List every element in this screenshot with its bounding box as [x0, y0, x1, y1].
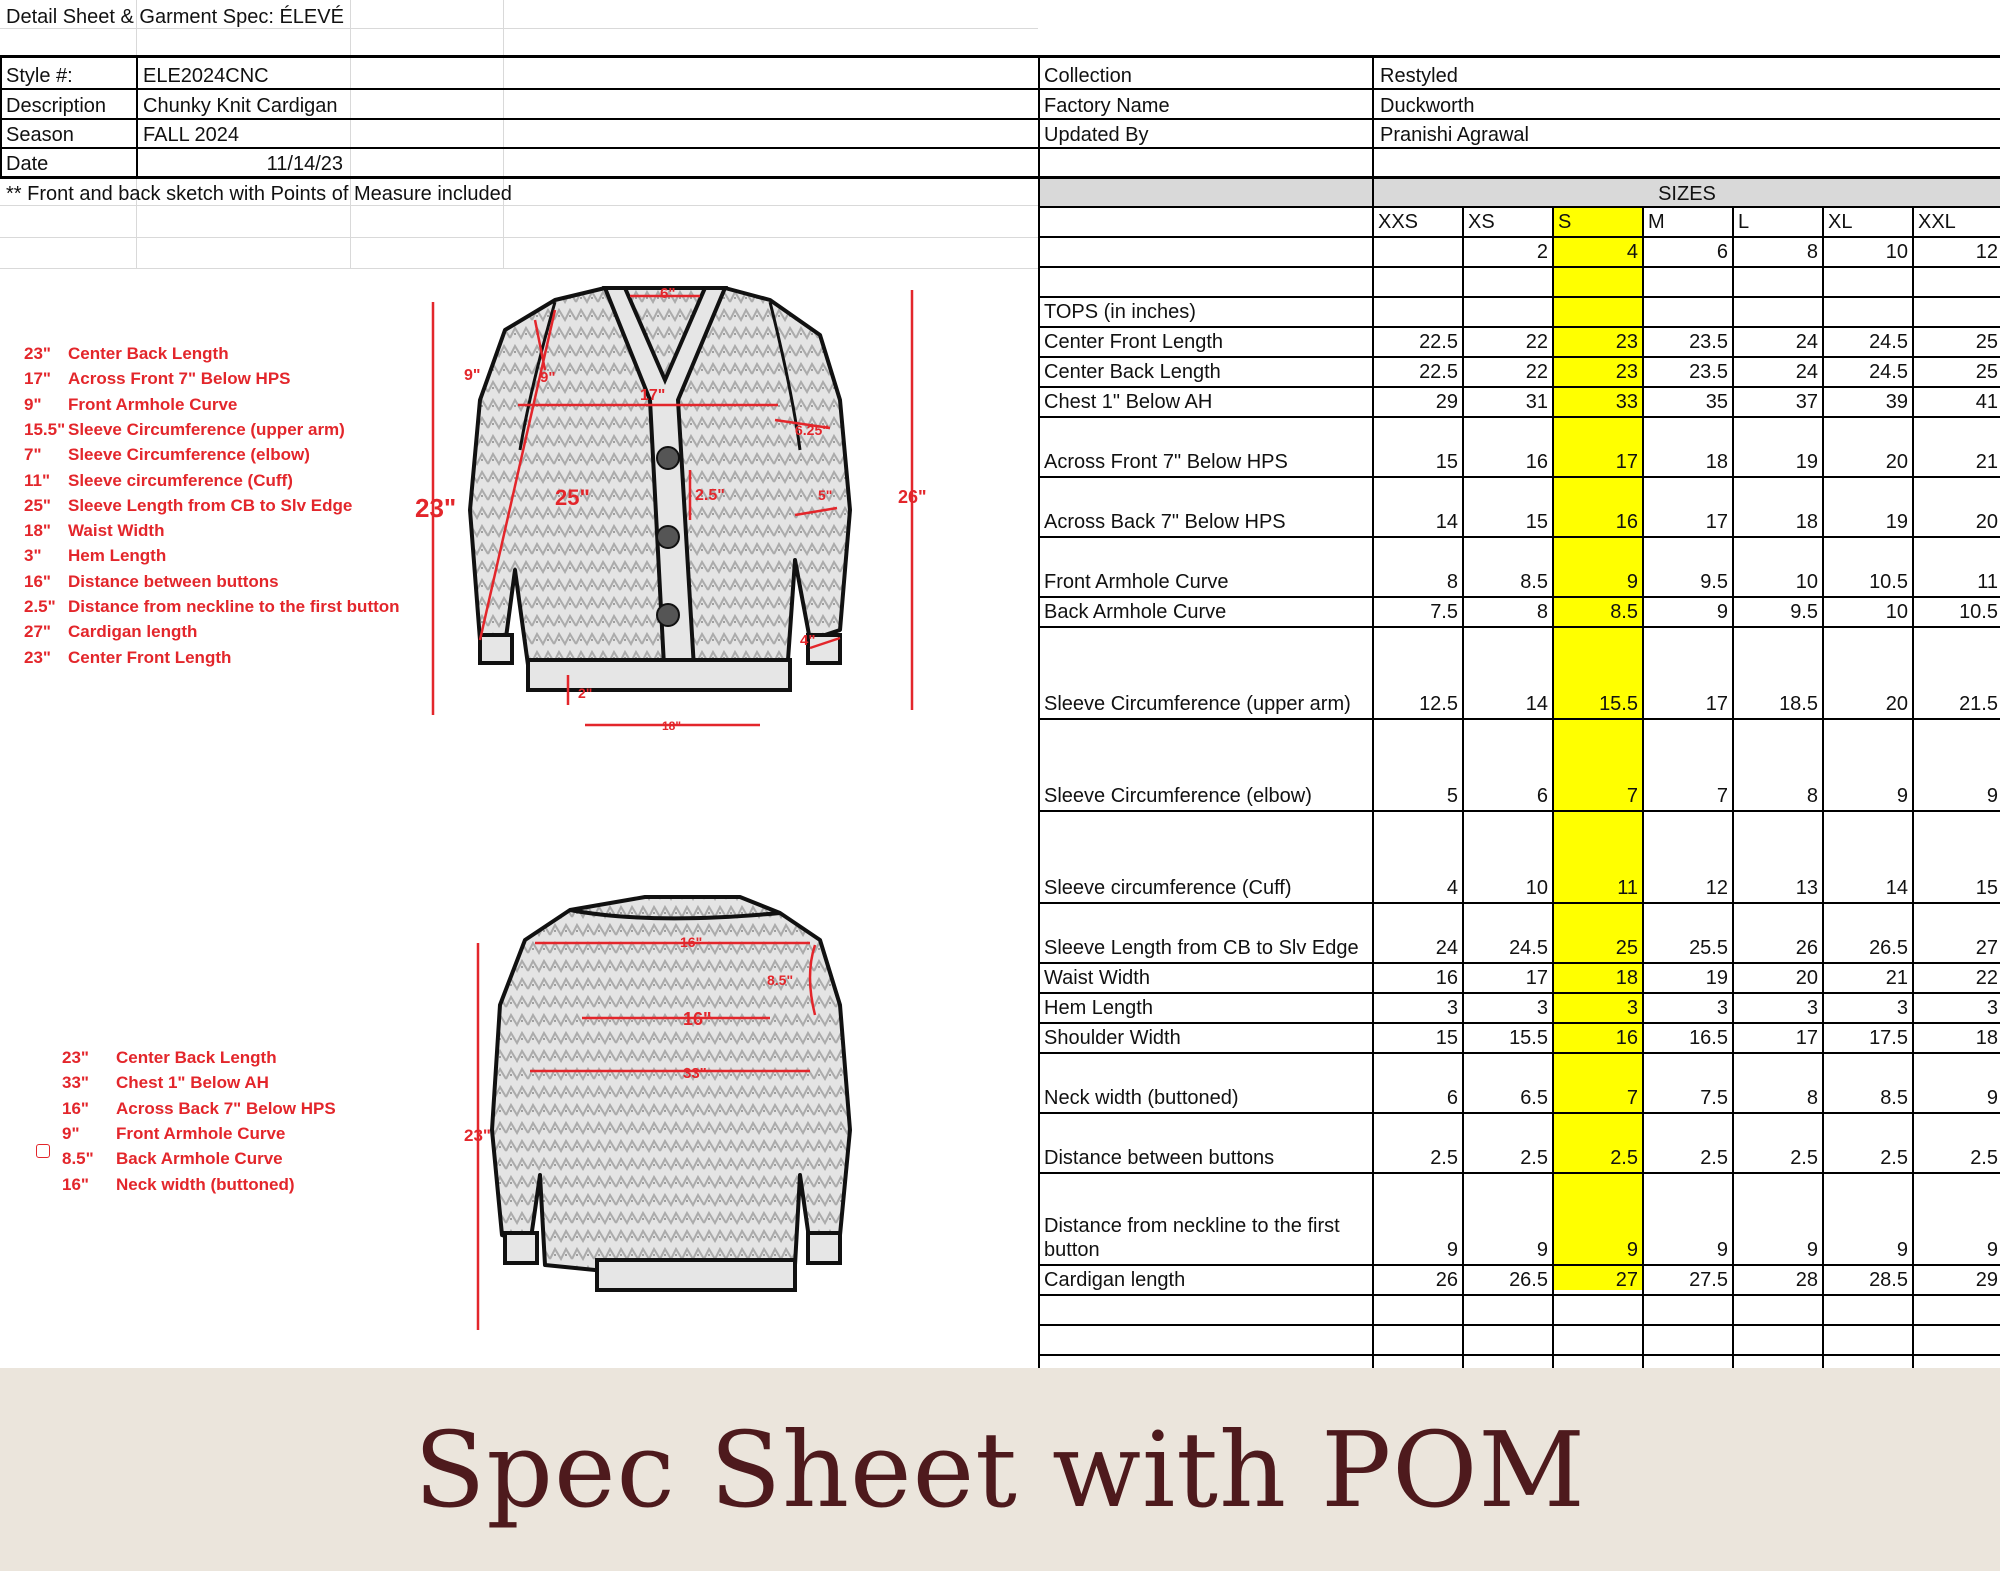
measurement-row-label: Across Back 7" Below HPS [1044, 511, 1286, 533]
measurement-row-value: 8.5 [1610, 601, 1638, 623]
measurement-row-value: 18 [1705, 451, 1728, 473]
measurement-row-value: 22 [1525, 331, 1548, 353]
measurement-row-value: 15.5 [1509, 1027, 1548, 1049]
grid-line [503, 0, 504, 268]
measurement-row-value: 18 [1975, 1027, 1998, 1049]
measurement-row-value: 12 [1705, 877, 1728, 899]
measurement-row-label: Shoulder Width [1044, 1027, 1181, 1049]
measurement-row-value: 7.5 [1700, 1087, 1728, 1109]
measurement-row-value: 9 [1986, 1087, 1998, 1109]
measurement-row-value: 15 [1435, 451, 1458, 473]
measurement-row [1038, 478, 2000, 538]
blank-row [1038, 1296, 2000, 1326]
info-label-description: Description [6, 95, 107, 117]
front-label-total-right: 26" [898, 487, 927, 507]
measurement-row-value: 17 [1795, 1027, 1818, 1049]
measurement-row-value: 10.5 [1869, 571, 1908, 593]
info-value-updated: Pranishi Agrawal [1380, 124, 1529, 146]
measurement-row-value: 3 [1446, 997, 1458, 1019]
banner [0, 1368, 2000, 1571]
front-pom-item [24, 521, 164, 541]
measurement-row-value: 9 [1446, 1239, 1458, 1261]
table-label-border [1372, 58, 1374, 1368]
banner-title: Spec Sheet with POM [414, 1408, 1586, 1531]
measurement-row-value: 3 [1716, 997, 1728, 1019]
front-pom-item [24, 395, 237, 415]
sizes-header: SIZES [1658, 183, 1716, 205]
spec-table [1038, 0, 2000, 1368]
front-pom-text: Front Armhole Curve [68, 394, 238, 414]
measurement-row-value: 16.5 [1689, 1027, 1728, 1049]
info-value-factory: Duckworth [1380, 95, 1475, 117]
measurement-row [1038, 812, 2000, 904]
grid-line [0, 268, 1038, 269]
measurement-row-value: 17 [1525, 967, 1548, 989]
front-pom-measure: 7" [24, 445, 42, 465]
back-pom-measure: 33" [62, 1073, 89, 1093]
measurement-row-value: 2.5 [1880, 1147, 1908, 1169]
info-value-style: ELE2024CNC [143, 65, 269, 87]
measurement-row-value: 9 [1716, 601, 1728, 623]
measurement-row-value: 8 [1446, 571, 1458, 593]
measurement-row-label: Chest 1" Below AH [1044, 391, 1213, 413]
measurement-row-value: 3 [1536, 997, 1548, 1019]
measurement-row-value: 24 [1435, 937, 1458, 959]
measurement-row-value: 17 [1705, 511, 1728, 533]
size-label: XL [1828, 211, 1853, 233]
blank-row [1038, 1356, 2000, 1368]
measurement-row-value: 39 [1885, 391, 1908, 413]
measurement-row-value: 7 [1626, 785, 1638, 807]
measurement-row-value: 41 [1975, 391, 1998, 413]
front-pom-item [24, 445, 310, 465]
back-pom-measure: 9" [62, 1123, 80, 1143]
front-label-cuff: 4" [800, 632, 816, 649]
back-label-armhole: 8.5" [767, 972, 794, 988]
front-pom-measure: 3" [24, 546, 42, 566]
front-pom-item [24, 546, 166, 566]
info-label-style: Style #: [6, 65, 73, 87]
measurement-row-label: Sleeve Length from CB to Slv Edge [1044, 937, 1359, 959]
measurement-row-value: 19 [1795, 451, 1818, 473]
front-cardigan-drawing [470, 288, 850, 690]
size-number-row-value: 2 [1536, 241, 1548, 263]
size-label: M [1648, 211, 1665, 233]
measurement-row-value: 9 [1716, 1239, 1728, 1261]
measurement-row-value: 8 [1806, 1087, 1818, 1109]
grid-line [350, 0, 351, 268]
measurement-row-value: 22 [1525, 361, 1548, 383]
front-pom-measure: 23" [24, 647, 51, 667]
back-sketch [440, 885, 920, 1345]
measurement-row-value: 25 [1615, 937, 1638, 959]
measurement-row-value: 9.5 [1700, 571, 1728, 593]
back-pom-measure: 8.5" [62, 1149, 94, 1169]
grid-line [0, 237, 1038, 238]
measurement-row [1038, 418, 2000, 478]
measurement-row-value: 10.5 [1959, 601, 1998, 623]
front-pom-item [24, 496, 352, 516]
measurement-row [1038, 1266, 2000, 1296]
measurement-row-value: 37 [1795, 391, 1818, 413]
size-number-row-value: 12 [1975, 241, 1998, 263]
measurement-row-value: 9 [1986, 1239, 1998, 1261]
back-pom-item [62, 1124, 285, 1144]
front-pom-item [24, 369, 291, 389]
tops-header-row [1038, 298, 2000, 328]
measurement-row-value: 15 [1975, 877, 1998, 899]
back-pom-measure: 16" [62, 1174, 89, 1194]
measurement-row [1038, 1114, 2000, 1174]
measurement-row-value: 25 [1975, 331, 1998, 353]
measurement-row-value: 22.5 [1419, 361, 1458, 383]
measurement-row-value: 2.5 [1430, 1147, 1458, 1169]
back-pom-text: Chest 1" Below AH [116, 1073, 269, 1093]
measurement-row-value: 6 [1446, 1087, 1458, 1109]
measurement-row-value: 9.5 [1790, 601, 1818, 623]
front-pom-text: Across Front 7" Below HPS [68, 369, 291, 389]
measurement-row [1038, 328, 2000, 358]
measurement-row-value: 18.5 [1779, 693, 1818, 715]
measurement-row-value: 9 [1536, 1239, 1548, 1261]
size-label: XS [1468, 211, 1495, 233]
back-label-chest: 33" [683, 1065, 707, 1082]
front-label-neck: 6" [660, 285, 676, 302]
back-cardigan-drawing [492, 897, 850, 1290]
measurement-row-value: 26 [1795, 937, 1818, 959]
measurement-row-value: 29 [1975, 1269, 1998, 1291]
back-pom-measure: 16" [62, 1098, 89, 1118]
measurement-row [1038, 964, 2000, 994]
front-pom-text: Cardigan length [68, 622, 198, 642]
measurement-row-value: 14 [1885, 877, 1908, 899]
measurement-row [1038, 358, 2000, 388]
measurement-row [1038, 1174, 2000, 1266]
size-label: S [1558, 211, 1572, 233]
sheet-title: Detail Sheet & Garment Spec: ÉLEVÉ [6, 6, 344, 28]
measurement-row-value: 35 [1705, 391, 1728, 413]
back-label-total: 23" [464, 1126, 491, 1145]
measurement-row-value: 6.5 [1520, 1087, 1548, 1109]
front-pom-measure: 17" [24, 369, 51, 389]
measurement-row-value: 21 [1885, 967, 1908, 989]
measurement-row-value: 20 [1795, 967, 1818, 989]
measurement-row-label: Distance between buttons [1044, 1147, 1275, 1169]
measurement-row-label: Across Front 7" Below HPS [1044, 451, 1288, 473]
size-number-row-value: 8 [1806, 241, 1818, 263]
front-pom-measure: 9" [24, 394, 42, 414]
tops-header-row-label: TOPS (in inches) [1044, 301, 1196, 323]
info-value-date: 11/14/23 [266, 153, 343, 175]
column-divider [1912, 208, 1914, 1368]
front-label-total-left: 23" [415, 493, 457, 523]
measurement-row-label: Sleeve Circumference (elbow) [1044, 785, 1312, 807]
sketch-note: ** Front and back sketch with Points of Measure included [6, 183, 512, 205]
measurement-row-value: 26 [1435, 1269, 1458, 1291]
info-row-line [1038, 147, 2000, 149]
measurement-row-value: 23 [1615, 361, 1638, 383]
measurement-row-value: 8.5 [1880, 1087, 1908, 1109]
measurement-row-value: 3 [1896, 997, 1908, 1019]
column-divider [1462, 208, 1464, 1368]
front-pom-item [24, 420, 345, 440]
measurement-row-label: Center Back Length [1044, 361, 1221, 383]
front-label-hem: 2" [578, 685, 593, 701]
measurement-row-value: 19 [1705, 967, 1728, 989]
measurement-row-value: 17 [1705, 693, 1728, 715]
front-pom-item [24, 344, 229, 364]
measurement-row-value: 28 [1795, 1269, 1818, 1291]
measurement-row-value: 27 [1975, 937, 1998, 959]
measurement-row-value: 20 [1975, 511, 1998, 533]
front-label-btn-gap: 2.5" [695, 487, 725, 504]
measurement-row-value: 11 [1617, 877, 1638, 899]
measurement-row-value: 17.5 [1869, 1027, 1908, 1049]
info-value-collection: Restyled [1380, 65, 1458, 87]
measurement-row-value: 20 [1885, 451, 1908, 473]
measurement-row-value: 21.5 [1959, 693, 1998, 715]
measurement-row-value: 24 [1795, 361, 1818, 383]
measurement-row-value: 10 [1885, 601, 1908, 623]
blank-row [1038, 268, 2000, 298]
size-label: XXS [1378, 211, 1419, 233]
measurement-row-value: 27 [1615, 1269, 1638, 1291]
front-pom-item [24, 597, 400, 617]
measurement-row-value: 28.5 [1869, 1269, 1908, 1291]
measurement-row-value: 4 [1446, 877, 1458, 899]
measurement-row-value: 33 [1615, 391, 1638, 413]
size-label-row [1038, 208, 2000, 238]
measurement-row-value: 7.5 [1430, 601, 1458, 623]
info-row-line [1038, 118, 2000, 120]
column-divider [1552, 208, 1554, 1368]
measurement-row-value: 2.5 [1790, 1147, 1818, 1169]
measurement-row-value: 15 [1525, 511, 1548, 533]
measurement-row-value: 10 [1795, 571, 1818, 593]
measurement-row-value: 22 [1975, 967, 1998, 989]
size-label: L [1738, 211, 1750, 233]
back-pom-item [62, 1073, 269, 1093]
measurement-row-label: Sleeve circumference (Cuff) [1044, 877, 1292, 899]
measurement-row-value: 24.5 [1869, 361, 1908, 383]
size-number-row-value: 6 [1716, 241, 1728, 263]
measurement-row-value: 18 [1615, 967, 1638, 989]
front-pom-text: Waist Width [68, 521, 165, 541]
measurement-row [1038, 994, 2000, 1024]
front-pom-measure: 27" [24, 622, 51, 642]
measurement-row-value: 9 [1896, 785, 1908, 807]
measurement-row [1038, 720, 2000, 812]
back-label-shoulder: 16" [680, 934, 703, 950]
measurement-row-value: 3 [1986, 997, 1998, 1019]
measurement-row-value: 23.5 [1689, 331, 1728, 353]
measurement-row [1038, 1054, 2000, 1114]
back-pom-text: Center Back Length [116, 1048, 277, 1067]
measurement-row-value: 24 [1795, 331, 1818, 353]
measurement-row-label: Cardigan length [1044, 1269, 1186, 1291]
measurement-row [1038, 598, 2000, 628]
back-pom-text: Front Armhole Curve [116, 1123, 286, 1143]
front-pom-item [24, 572, 279, 592]
front-pom-text: Sleeve circumference (Cuff) [68, 470, 293, 490]
measurement-row-value: 15 [1435, 1027, 1458, 1049]
back-pom-item [62, 1099, 336, 1119]
measurement-row-value: 7 [1626, 1087, 1638, 1109]
front-pom-measure: 11" [24, 470, 51, 490]
measurement-row-value: 2.5 [1610, 1147, 1638, 1169]
back-pom-text: Across Back 7" Below HPS [116, 1098, 336, 1118]
measurement-row-value: 22.5 [1419, 331, 1458, 353]
measurement-row-value: 13 [1795, 877, 1818, 899]
measurement-row-value: 9 [1806, 1239, 1818, 1261]
measurement-row-value: 16 [1525, 451, 1548, 473]
info-label-collection: Collection [1044, 65, 1132, 87]
front-label-across: 17" [640, 387, 666, 404]
measurement-row-value: 9 [1626, 571, 1638, 593]
measurement-row-value: 8 [1806, 785, 1818, 807]
measurement-row-value: 26.5 [1869, 937, 1908, 959]
measurement-row-value: 8.5 [1520, 571, 1548, 593]
measurement-row-value: 21 [1975, 451, 1998, 473]
measurement-row-value: 9 [1986, 785, 1998, 807]
measurement-row [1038, 628, 2000, 720]
column-divider [1642, 208, 1644, 1368]
front-pom-measure: 23" [24, 344, 51, 363]
front-pom-text: Sleeve Length from CB to Slv Edge [68, 495, 353, 515]
front-pom-text: Distance from neckline to the first button [68, 597, 400, 616]
measurement-row-value: 14 [1435, 511, 1458, 533]
front-pom-text: Sleeve Circumference (upper arm) [68, 419, 345, 439]
measurement-row-value: 23 [1615, 331, 1638, 353]
measurement-row-value: 3 [1806, 997, 1818, 1019]
measurement-row-value: 17 [1615, 451, 1638, 473]
measurement-row-value: 16 [1615, 511, 1638, 533]
measurement-row-value: 25 [1975, 361, 1998, 383]
measurement-row-label: Distance from neckline to the first button [1044, 1215, 1340, 1261]
front-label-sleeve-upper: 6.25" [795, 422, 829, 438]
front-pom-text: Hem Length [68, 546, 167, 566]
front-label-waist: 18" [662, 719, 682, 733]
front-label-elbow: 5" [818, 487, 833, 503]
back-pom-item [62, 1149, 283, 1169]
measurement-row-value: 29 [1435, 391, 1458, 413]
info-label-season: Season [6, 124, 74, 146]
size-number-row-value: 10 [1885, 241, 1908, 263]
front-pom-text: Center Front Length [68, 647, 232, 667]
measurement-row-value: 9 [1896, 1239, 1908, 1261]
measurement-row-value: 11 [1977, 571, 1998, 593]
blank-row [1038, 1326, 2000, 1356]
back-pom-item [62, 1175, 294, 1195]
measurement-row-label: Sleeve Circumference (upper arm) [1044, 693, 1351, 715]
measurement-row-value: 24.5 [1509, 937, 1548, 959]
measurement-row-value: 3 [1626, 997, 1638, 1019]
measurement-row [1038, 538, 2000, 598]
back-label-across: 16" [683, 1009, 712, 1029]
front-pom-text: Sleeve Circumference (elbow) [68, 445, 310, 465]
info-label-date: Date [6, 153, 49, 175]
measurement-row-value: 2.5 [1700, 1147, 1728, 1169]
front-pom-text: Center Back Length [68, 344, 229, 363]
back-pom-text: Neck width (buttoned) [116, 1174, 295, 1194]
front-pom-measure: 15.5" [24, 419, 66, 439]
front-label-left-dim: 9" [464, 367, 481, 384]
measurement-row-value: 6 [1536, 785, 1548, 807]
front-label-sleeve-len: 25" [555, 485, 590, 510]
info-label-factory: Factory Name [1044, 95, 1170, 117]
column-divider [1732, 208, 1734, 1368]
column-divider [1822, 208, 1824, 1368]
measurement-row-value: 10 [1525, 877, 1548, 899]
front-pom-item [24, 622, 197, 642]
front-sketch [400, 270, 960, 740]
measurement-row-value: 9 [1626, 1239, 1638, 1261]
measurement-row-value: 15.5 [1599, 693, 1638, 715]
measurement-row-value: 23.5 [1689, 361, 1728, 383]
measurement-row-value: 27.5 [1689, 1269, 1728, 1291]
front-pom-measure: 25" [24, 495, 51, 515]
measurement-row-label: Waist Width [1044, 967, 1150, 989]
measurement-row-value: 16 [1435, 967, 1458, 989]
comment-marker-icon [36, 1144, 50, 1158]
front-pom-text: Distance between buttons [68, 571, 279, 591]
size-number-row [1038, 238, 2000, 268]
front-pom-measure: 2.5" [24, 597, 56, 616]
measurement-row-value: 2.5 [1520, 1147, 1548, 1169]
table-left-border [1038, 58, 1040, 1368]
measurement-row-value: 12.5 [1419, 693, 1458, 715]
front-pom-item [24, 648, 231, 668]
measurement-row [1038, 388, 2000, 418]
front-pom-measure: 18" [24, 521, 51, 541]
measurement-row-value: 25.5 [1689, 937, 1728, 959]
measurement-row-label: Front Armhole Curve [1044, 571, 1229, 593]
measurement-row [1038, 904, 2000, 964]
measurement-row-value: 26.5 [1509, 1269, 1548, 1291]
measurement-row-value: 19 [1885, 511, 1908, 533]
measurement-row-label: Neck width (buttoned) [1044, 1087, 1239, 1109]
info-row-line [1038, 88, 2000, 90]
measurement-row-value: 31 [1525, 391, 1548, 413]
back-pom-item [62, 1048, 277, 1068]
back-pom-text: Back Armhole Curve [116, 1149, 283, 1169]
info-value-description: Chunky Knit Cardigan [143, 95, 338, 117]
measurement-row-value: 14 [1525, 693, 1548, 715]
measurement-row-value: 7 [1716, 785, 1728, 807]
size-label: XXL [1918, 211, 1956, 233]
measurement-row-label: Center Front Length [1044, 331, 1223, 353]
measurement-row [1038, 1024, 2000, 1054]
measurement-row-label: Back Armhole Curve [1044, 601, 1227, 623]
measurement-row-value: 2.5 [1970, 1147, 1998, 1169]
back-pom-measure: 23" [62, 1048, 89, 1067]
front-pom-item [24, 471, 293, 491]
size-number-row-value: 4 [1626, 241, 1638, 263]
measurement-row-value: 18 [1795, 511, 1818, 533]
measurement-row-label: Hem Length [1044, 997, 1153, 1019]
measurement-row-value: 20 [1885, 693, 1908, 715]
front-label-armhole: 9" [540, 369, 556, 386]
measurement-row-value: 8 [1536, 601, 1548, 623]
measurement-row-value: 16 [1615, 1027, 1638, 1049]
measurement-row-value: 24.5 [1869, 331, 1908, 353]
info-value-season: FALL 2024 [143, 124, 240, 146]
info-label-updated: Updated By [1044, 124, 1149, 146]
measurement-row-value: 5 [1446, 785, 1458, 807]
front-pom-measure: 16" [24, 571, 51, 591]
